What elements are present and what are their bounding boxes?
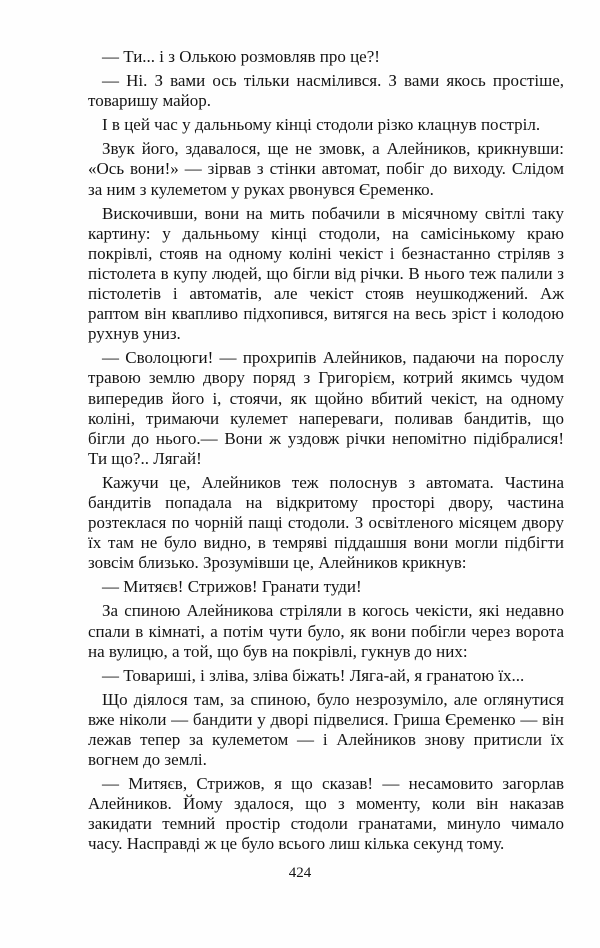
paragraph: Кажучи це, Алейников теж полоснув з автомата. Частина бандитів попадала на відкритому просторі двору, частина розтеклася по чорній пащі стодоли. З освітленого місяцем двору їх там не було видно, в темряві піддашшя вони могли підбігти зовсім близько. Зрозумівши це, Алейников крикнув: xyxy=(88,472,564,573)
paragraph: Звук його, здавалося, ще не змовк, а Алейников, крикнувши: «Ось вони!» — зірвав з стінки автомат, побіг до виходу. Слідом за ним з кулеметом у руках рвонувся Єременко. xyxy=(88,139,564,199)
paragraph: І в цей час у дальньому кінці стодоли різко клацнув постріл. xyxy=(102,115,541,135)
paragraph: — Митяєв, Стрижов, я що сказав! — несамовито загорлав Алейников. Йому здалося, що з моменту, коли він наказав закидати темний простір стодоли гранатами, минуло чимало часу. Насправді ж це було всього лиш кілька секунд тому. xyxy=(88,774,564,854)
paragraph: — Товариші, і зліва, зліва біжать! Ляга-ай, я гранатою їх... xyxy=(102,665,525,685)
paragraph: Вискочивши, вони на мить побачили в місячному світлі таку картину: у дальньому кінці стодоли, на самісінькому краю покрівлі, стояв на одному коліні чекіст і безнастанно стріляв з пістолета в купу людей, що бігли від річки. В нього теж палили з пістолетів і автоматів, але чекіст стояв неушкоджений. Аж раптом він квапливо підхопився, витягся на весь зріст і колодою рухнув униз. xyxy=(88,203,564,344)
paragraph: За спиною Алейникова стріляли в когось чекісти, які недавно спали в кімнаті, а потім чути було, як вони побігли через ворота на вулицю, а той, що був на покрівлі, гукнув до них: xyxy=(88,601,564,661)
paragraph: — Сволоцюги! — прохрипів Алейников, падаючи на порослу травою землю двору поряд з Григорієм, котрий якимсь чудом випередив його і, стоячи, як щойно вбитий чекіст, на одному коліні, тримаючи кулемет напереваги, поливав бандитів, що бігли до нього.— Вони ж уздовж річки непомітно підібралися! Ти що?.. Лягай! xyxy=(88,348,564,468)
page-number: 424 xyxy=(288,865,312,881)
paragraph: — Ти... і з Олькою розмовляв про це?! xyxy=(102,47,380,66)
paragraph: — Ні. З вами ось тільки насмілився. З вами якось простіше, товаришу майор. xyxy=(88,71,564,111)
page-text xyxy=(88,47,564,859)
paragraph: — Митяєв! Стрижов! Гранати туди! xyxy=(102,577,362,597)
paragraph: Що діялося там, за спиною, було незрозуміло, але оглянутися вже ніколи — бандити у дворі підвелися. Гриша Єременко — він лежав тепер за кулеметом — і Алейников знову притисли їх вогнем до землі. xyxy=(88,689,564,770)
